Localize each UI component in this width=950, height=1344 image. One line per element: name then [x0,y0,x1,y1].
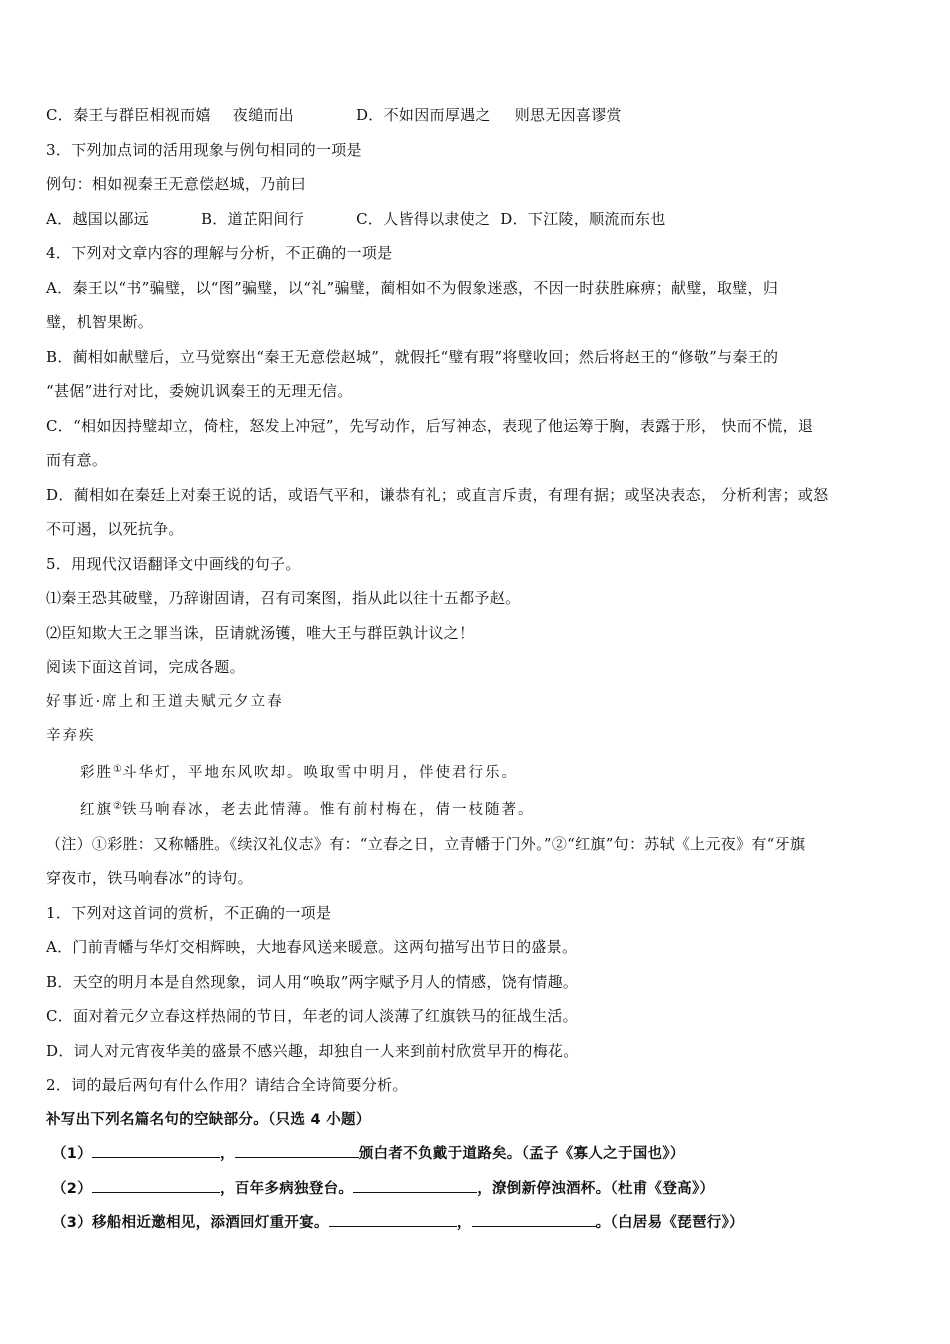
poem-line-2: 红旗②铁马响春冰，老去此情薄。惟有前村梅在，倩一枝随著。 [80,800,535,818]
q2-options-cd [46,98,908,133]
q3-options [46,202,908,237]
q3-option-c: C．人皆得以隶使之 [356,209,491,228]
q3-option-b: B．道芷阳间行 [200,209,305,228]
poem-q1-option-c: C．面对着元夕立春这样热闹的节日，年老的词人淡薄了红旗铁马的征战生活。 [46,1007,578,1025]
q4-option-b: B．蔺相如献璧后，立马觉察出“秦王无意偿赵城”，就假托“璧有瑕”将璧收回；然后将赵王的“修敬”与秦王的 “甚倨”进行对比，委婉讥讽秦王的无理无信。 [46,347,779,400]
exam-page [46,98,908,1241]
q4-stem: 4．下列对文章内容的理解与分析，不正确的一项是 [46,244,393,262]
q3-option-d: D．下江陵，顺流而东也 [500,209,666,228]
q3-stem: 3．下列加点词的活用现象与例句相同的一项是 [46,140,362,159]
answer-blank[interactable] [472,1212,596,1227]
option-d-label: D． [355,106,384,124]
q4-option-d: D．蔺相如在秦廷上对秦王说的话，或语气平和，谦恭有礼；或直言斥责，有理有据；或坚决表态， 分析利害；或怒 不可遏，以死抗争。 [46,485,829,538]
poem-q2-stem: 2．词的最后两句有什么作用？请结合全诗简要分析。 [46,1076,408,1094]
poem-q1-stem: 1．下列对这首词的赏析，不正确的一项是 [46,903,332,922]
fill-item-2: （2） ，百年多病独登台。 ，潦倒新停浊酒杯。（杜甫《登高》） [46,1172,908,1207]
poem-title: 好事近·席上和王道夫赋元夕立春 [46,693,284,710]
q5-item-1: ⑴秦王恐其破璧，乃辞谢固请，召有司案图，指从此以往十五都予赵。 [46,589,521,607]
q5-item-2: ⑵臣知欺大王之罪当诛，臣请就汤镬，唯大王与群臣孰计议之！ [46,623,475,642]
answer-blank[interactable] [235,1143,359,1158]
answer-blank[interactable] [329,1212,457,1227]
option-c-text2: 夜缒而出 [232,106,294,124]
footnote-marker-2: ② [113,800,122,812]
poem-author: 辛弃疾 [46,727,96,744]
answer-blank[interactable] [353,1178,477,1193]
poem-line-1: 彩胜①斗华灯，平地东风吹却。唤取雪中明月，伴使君行乐。 [80,763,518,781]
q3-option-a: A．越国以鄙远 [46,209,149,228]
fill-item-1: （1） ， 颁白者不负戴于道路矣。（孟子《寡人之于国也》） [46,1137,908,1172]
answer-blank[interactable] [92,1143,220,1158]
option-c-label: C． [46,106,74,124]
fill-heading: 补写出下列名篇名句的空缺部分。（只选 4 小题） [46,1111,371,1128]
option-c-text1: 秦王与群臣相视而嬉 [73,106,211,124]
poem-q1-option-b: B．天空的明月本是自然现象，词人用“唤取”两字赋予月人的情感，饶有情趣。 [46,972,579,991]
poem-intro: 阅读下面这首词，完成各题。 [46,658,245,676]
option-d-text1: 不如因而厚遇之 [383,106,491,124]
q5-stem: 5．用现代汉语翻译文中画线的句子。 [46,554,301,573]
footnote-marker-1: ① [113,763,122,775]
q4-option-c: C．“相如因持璧却立，倚柱，怒发上冲冠”，先写动作，后写神态，表现了他运筹于胸，表露于形， 快而不慌，退 而有意。 [46,416,814,469]
poem-q1-option-a: A．门前青幡与华灯交相辉映，大地春风送来暖意。这两句描写出节日的盛景。 [46,938,578,956]
q3-example: 例句：相如视秦王无意偿赵城，乃前曰 [46,175,307,193]
poem-notes: （注）①彩胜：又称幡胜。《续汉礼仪志》有：“立春之日，立青幡于门外。”②“红旗”句：苏轼《上元夜》有“牙旗 穿夜市，铁马响春冰”的诗句。 [46,834,806,887]
option-d-text2: 则思无因喜谬赏 [514,106,622,124]
poem-q1-option-d: D．词人对元宵夜华美的盛景不感兴趣，却独自一人来到前村欣赏早开的梅花。 [46,1041,579,1060]
q4-option-a: A．秦王以“书”骗璧，以“图”骗璧，以“礼”骗璧，蔺相如不为假象迷惑，不因一时获胜麻痹；献璧，取璧，归 璧，机智果断。 [46,278,779,331]
answer-blank[interactable] [92,1178,220,1193]
fill-item-3: （3）移船相近邀相见，添酒回灯重开宴。 ， 。（白居易《琵琶行》） [46,1206,908,1241]
